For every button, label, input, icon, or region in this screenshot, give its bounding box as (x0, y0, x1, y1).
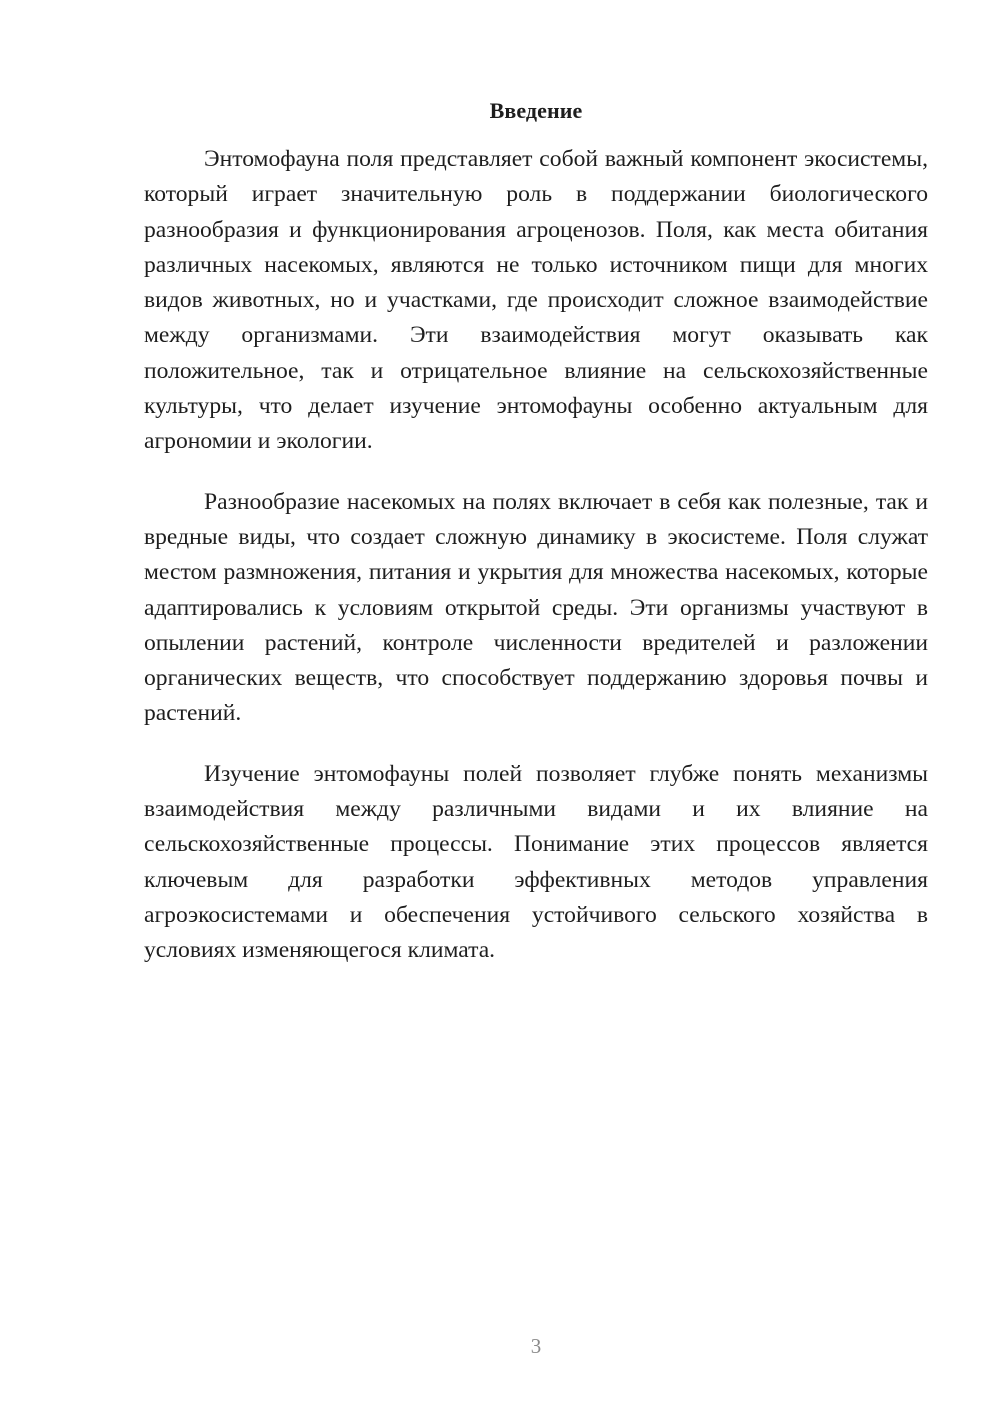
section-heading: Введение (489, 98, 583, 123)
paragraph-2: Разнообразие насекомых на полях включает в себя как полезные, так и вредные виды, что создает сложную динамику в экосистеме. Поля служат местом размножения, питания и укрытия для множества насекомых, которые адаптировались к условиям открытой среды. Эти организмы участвуют в опылении растений, контроле численности вредителей и разложении органических веществ, что способствует поддержанию здоровья почвы и растений. (144, 488, 928, 727)
body-text (144, 142, 928, 994)
paragraph-1: Энтомофауна поля представляет собой важный компонент экосистемы, который играет значительную роль в поддержании биологического разнообразия и функционирования агроценозов. Поля, как места обитания различных насекомых, являются не только источником пищи для многих видов животных, но и участками, где происходит сложное взаимодействие между организмами. Эти взаимодействия могут оказывать как положительное, так и отрицательное влияние на сельскохозяйственные культуры, что делает изучение энтомофауны особенно актуальным для агрономии и экологии. (144, 146, 928, 455)
paragraph-3: Изучение энтомофауны полей позволяет глубже понять механизмы взаимодействия между различными видами и их влияние на сельскохозяйственные процессы. Понимание этих процессов является ключевым для разработки эффективных методов управления агроэкосистемами и обеспечения устойчивого сельского хозяйства в условиях изменяющегося климата. (144, 760, 928, 964)
page-number: 3 (530, 1334, 542, 1358)
